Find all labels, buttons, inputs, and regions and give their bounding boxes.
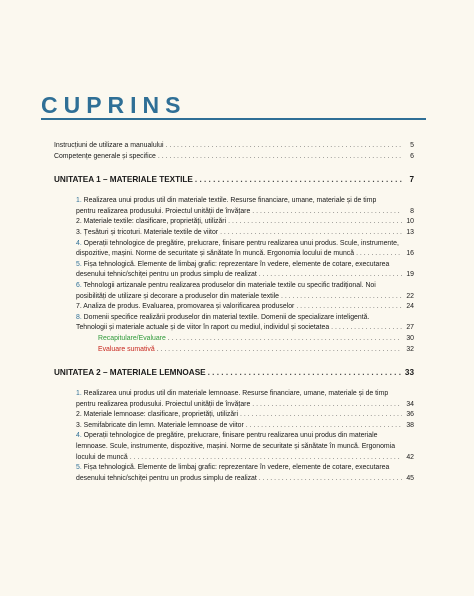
entry-line [76,442,414,453]
dot-leader [228,217,402,228]
page-number: 24 [406,303,414,311]
entry-number: 8. [76,313,84,321]
entry-line [76,313,414,324]
entry-line [76,281,414,292]
toc-entry[interactable] [76,239,414,260]
entry-text: desenului tehnic/schiței pentru un produs simplu de realizat [76,474,257,482]
entry-last-line [76,207,414,218]
toc-entry[interactable] [76,389,414,410]
toc-entry[interactable] [76,260,414,281]
entry-number: 4. [76,239,84,247]
entry-last-line [76,292,414,303]
entry-number: 1. [76,197,84,205]
toc-entry[interactable] [76,431,414,463]
page-number: 6 [410,152,414,160]
dot-leader [166,141,402,152]
entry-number: 4. [76,432,84,440]
entry-text: desenului tehnic/schiței pentru un produs simplu de realizat [76,271,257,279]
page-number: 5 [410,142,414,149]
toc-label: Competențe generale și specifice [54,152,156,160]
entry-text: Fișa tehnologică. Elemente de limbaj grafic: reprezentare în vedere, elemente de cotare, executarea [83,260,390,268]
dot-leader [259,474,402,485]
page-number: 32 [406,345,414,353]
entry-last-line [76,302,414,313]
entry-text: Fișa tehnologică. Elemente de limbaj grafic: reprezentare în vedere, elemente de cotare, executarea [83,464,390,472]
entry-last-line [76,474,414,485]
toc-label: Recapitulare/Evaluare [98,334,166,342]
entry-text: Domenii specifice realizării produselor din material textile. Domenii de specializare inteligentă. [83,313,370,321]
entry-text: 3. Semifabricate din lemn. Materiale lemnoase de viitor [76,421,244,429]
toc-entry[interactable] [76,281,414,302]
dot-leader [208,367,402,379]
page-number: 42 [406,453,414,461]
toc-label: UNITATEA 2 – MATERIALE LEMNOASE [54,368,206,378]
entry-last-line [76,270,414,281]
dot-leader [130,453,402,464]
page-number: 22 [406,292,414,300]
entry-text: Realizarea unui produs util din materiale textile. Resurse financiare, umane, materiale și de timp [83,197,377,205]
page-number: 13 [406,228,414,236]
entry-text: Operații tehnologice de pregătire, prelucrare, finisare pentru realizarea unui produs din materiale [83,432,378,440]
entry-last-line [76,217,414,228]
entry-number: 3. [76,421,84,429]
entry-number: 5. [76,260,84,268]
entry-text: pentru realizarea produsului. Proiectul unității de învățare [76,207,251,215]
dot-leader [195,174,402,186]
toc-entry[interactable] [76,313,414,334]
page-number: 19 [406,271,414,279]
unit-entries [54,389,414,484]
page-number: 7 [409,175,414,185]
entry-number: 3. [76,228,84,236]
toc-label: Evaluare sumativă [98,345,155,353]
entry-last-line [76,400,414,411]
entry-line [76,389,414,400]
toc-entry-red[interactable] [76,345,414,356]
entry-text: lemnoase. Scule, instrumente, dispozitive, mașini. Norme de securitate și sănătate în muncă. Ergonomia [76,443,396,451]
dot-leader [157,345,402,356]
toc-entry[interactable] [76,410,414,421]
toc-label: Instrucțiuni de utilizare a manualului [54,142,164,149]
entry-number: 6. [76,281,84,289]
entry-line [76,239,414,250]
toc-entry[interactable] [76,302,414,313]
dot-leader [281,292,402,303]
entry-last-line [76,249,414,260]
entry-last-line [76,228,414,239]
toc-label: UNITATEA 1 – MATERIALE TEXTILE [54,175,193,185]
toc-entry[interactable] [76,217,414,228]
entry-text: 2. Materiale textile: clasificare, proprietăți, utilizări [76,218,227,226]
title-rule [41,118,426,120]
page-number: 36 [406,411,414,419]
page-title: CUPRINS [41,92,187,118]
entry-text: Tehnologii și materiale actuale și de viitor în raport cu mediul, individul și societatea [76,324,330,332]
entry-last-line [76,323,414,334]
entry-text: 3. Țesături și tricoturi. Materiale textile de viitor [76,228,219,236]
entry-number: 2. [76,218,84,226]
entry-number: 5. [76,464,84,472]
dot-leader [331,323,402,334]
page-number: 16 [406,250,414,258]
page-number: 27 [406,324,414,332]
dot-leader [296,302,402,313]
entry-line [76,463,414,474]
entry-number: 7. [76,303,84,311]
page-number: 34 [406,400,414,408]
unit-heading[interactable] [54,367,414,379]
toc-entry[interactable] [76,421,414,432]
dot-leader [246,421,402,432]
entry-number: 1. [76,390,84,398]
page-number: 30 [406,334,414,342]
unit-entries [54,196,414,355]
toc-entry[interactable] [76,463,414,484]
dot-leader [240,410,402,421]
toc-entry[interactable] [76,196,414,217]
page-number: 8 [410,207,414,215]
entry-text: Realizarea unui produs util din materiale lemnoase. Resurse financiare, umane, materiale și de timp [83,390,389,398]
page-number: 38 [406,421,414,429]
entry-text: Tehnologii artizanale pentru realizarea produselor din materiale textile cu specific tradițional. Noi [83,281,376,289]
entry-line [76,431,414,442]
entry-last-line [76,453,414,464]
dot-leader [168,334,402,345]
toc-entry[interactable] [76,228,414,239]
entry-text: 7. Analiza de produs. Evaluarea, promovarea și valorificarea produselor [76,303,295,311]
entry-line [76,196,414,207]
page-number: 45 [406,474,414,482]
toc-entry-green[interactable] [76,334,414,345]
entry-text: locului de muncă [76,453,128,461]
dot-leader [259,270,402,281]
unit-heading[interactable] [54,174,414,186]
entry-text: Operații tehnologice de pregătire, prelucrare, finisare pentru realizarea unui produs. Scule, instrumente, [83,239,399,247]
dot-leader [252,207,402,218]
page-number: 10 [406,218,414,226]
dot-leader [220,228,402,239]
entry-text: pentru realizarea produsului. Proiectul unității de învățare [76,400,251,408]
dot-leader [356,249,402,260]
toc-entry[interactable] [54,152,414,163]
dot-leader [158,152,402,163]
entry-line [76,260,414,271]
entry-last-line [76,421,414,432]
entry-last-line [76,410,414,421]
entry-number: 2. [76,411,84,419]
table-of-contents [54,141,414,484]
dot-leader [252,400,402,411]
entry-text: 2. Materiale lemnoase: clasificare, proprietăți, utilizări [76,411,239,419]
entry-text: dispozitive, mașini. Norme de securitate și sănătate în muncă. Ergonomia locului de muncă [76,250,355,258]
toc-entry[interactable] [54,141,414,152]
entry-text: posibilități de utilizare și decorare a produselor din materiale textile [76,292,279,300]
page-number: 33 [404,368,414,378]
